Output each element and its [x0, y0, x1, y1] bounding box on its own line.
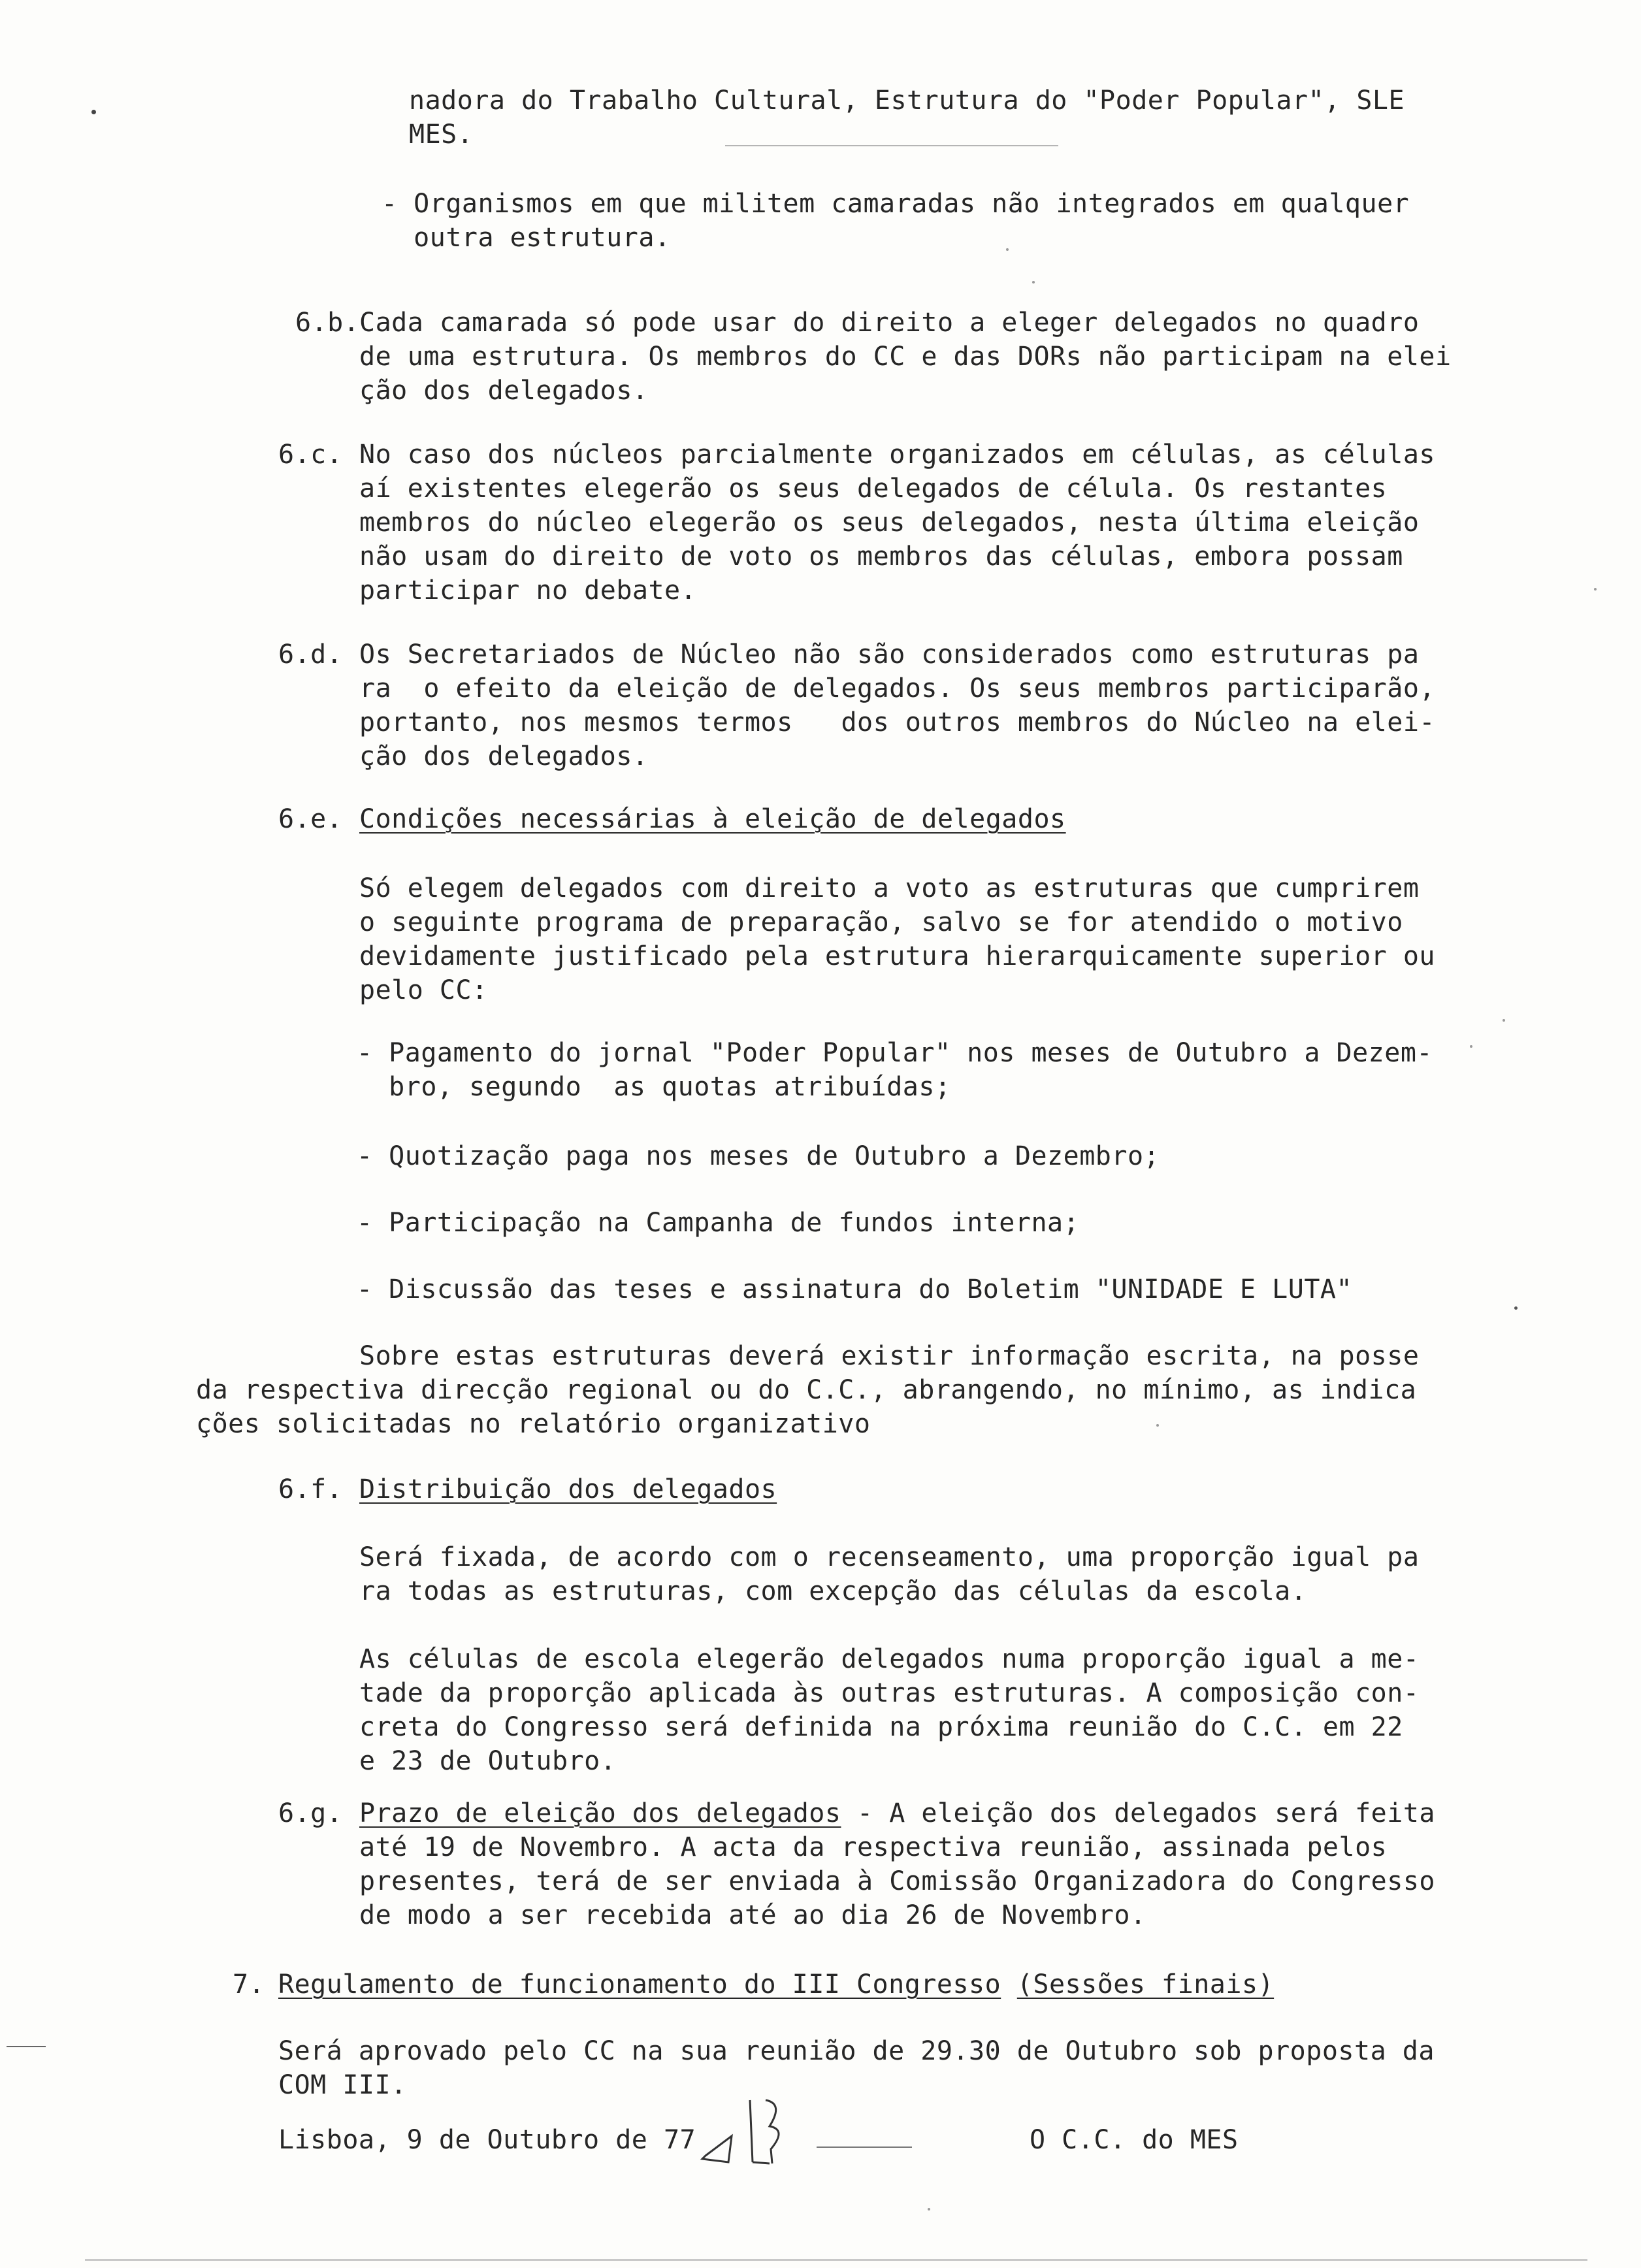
scan-speck	[1032, 281, 1035, 284]
text-line: da respectiva direcção regional ou do C.C., abrangendo, no mínimo, as indica	[196, 1375, 1417, 1405]
section-6f-heading-wrap	[359, 1472, 777, 1506]
text-line: presentes, terá de ser enviada à Comissão Organizadora do Congresso	[359, 1866, 1435, 1896]
text-line: de modo a ser recebida até ao dia 26 de Novembro.	[359, 1900, 1146, 1930]
text-line: outra estrutura.	[382, 223, 671, 253]
text-line: ção dos delegados.	[359, 741, 649, 771]
scan-speck	[1503, 1019, 1505, 1022]
footer-place-date: Lisboa, 9 de Outubro de 77	[278, 2125, 696, 2155]
scan-artifact-line	[725, 145, 1058, 146]
text-line: COM III.	[278, 2070, 407, 2100]
text-line: nadora do Trabalho Cultural, Estrutura do "Poder Popular", SLE	[409, 86, 1405, 116]
section-7-heading-suffix: (Sessões finais)	[1016, 1969, 1275, 2000]
text-line: - Participação na Campanha de fundos interna;	[357, 1208, 1080, 1238]
list-item	[357, 1036, 1433, 1104]
section-number-6f: 6.f.	[278, 1474, 343, 1504]
text-line: - Discussão das teses e assinatura do Boletim "UNIDADE E LUTA"	[357, 1274, 1353, 1304]
section-number-6g: 6.g.	[278, 1798, 343, 1828]
section-6e-heading-wrap	[359, 802, 1066, 836]
text-line: tade da proporção aplicada às outras estruturas. A composição con-	[359, 1678, 1420, 1708]
text-line: devidamente justificado pela estrutura hierarquicamente superior ou	[359, 941, 1435, 971]
list-item	[357, 1272, 1352, 1306]
text-line: bro, segundo as quotas atribuídas;	[357, 1072, 951, 1102]
text-line: Só elegem delegados com direito a voto as estruturas que cumprirem	[359, 873, 1420, 903]
text-line: - Organismos em que militem camaradas não integrados em qualquer	[382, 189, 1410, 219]
text-line: ra todas as estruturas, com excepção das células da escola.	[359, 1576, 1307, 1606]
scan-speck	[1156, 1424, 1159, 1427]
text-line: - Quotização paga nos meses de Outubro a Dezembro;	[357, 1141, 1160, 1171]
bullet-organismos	[382, 187, 1409, 255]
list-item	[357, 1206, 1079, 1240]
scan-speck	[1514, 1306, 1518, 1310]
continuation-text	[409, 84, 1405, 152]
section-number-6d: 6.d.	[278, 640, 343, 670]
text-line: o seguinte programa de preparação, salvo se for atendido o motivo	[359, 907, 1403, 937]
footer-place-date-wrap	[278, 2123, 696, 2157]
scan-speck	[928, 2208, 930, 2211]
text-line: - Pagamento do jornal "Poder Popular" nos meses de Outubro a Dezem-	[357, 1038, 1433, 1068]
text-line	[359, 1796, 1435, 1830]
section-6g-first-line-rest: - A eleição dos delegados será feita	[841, 1798, 1436, 1828]
section-7-heading-wrap	[278, 1968, 1274, 2001]
section-7-heading: Regulamento de funcionamento do III Congresso	[278, 1969, 1001, 2000]
text-line: Sobre estas estruturas deverá existir informação escrita, na posse	[359, 1341, 1420, 1371]
section-6e-paragraph	[359, 871, 1435, 1007]
text-line: de uma estrutura. Os membros do CC e das DORs não participam na elei	[359, 342, 1452, 372]
text-line: portanto, nos mesmos termos dos outros membros do Núcleo na elei-	[359, 707, 1435, 737]
section-6b-text	[359, 306, 1452, 408]
section-7-text	[278, 2034, 1435, 2102]
text-line: e 23 de Outubro.	[359, 1746, 617, 1776]
text-line: ra o efeito da eleição de delegados. Os seus membros participarão,	[359, 673, 1435, 704]
text-line: membros do núcleo elegerão os seus delegados, nesta última eleição	[359, 508, 1420, 538]
section-6e-note	[196, 1339, 1419, 1441]
section-number-6b: 6.b.	[295, 308, 360, 338]
section-6f-paragraph-1	[359, 1540, 1419, 1608]
scan-bottom-edge	[85, 2259, 1587, 2261]
scan-speck	[1470, 1045, 1472, 1048]
text-line: Cada camarada só pode usar do direito a eleger delegados no quadro	[359, 308, 1420, 338]
text-line: até 19 de Novembro. A acta da respectiva reunião, assinada pelos	[359, 1832, 1388, 1862]
text-line	[278, 1968, 1274, 2001]
section-number-7: 7.	[233, 1969, 265, 2000]
signature-line	[817, 2146, 912, 2148]
text-line: pelo CC:	[359, 975, 488, 1005]
scan-speck	[91, 110, 96, 114]
text-line: aí existentes elegerão os seus delegados de célula. Os restantes	[359, 474, 1388, 504]
section-number-6c: 6.c.	[278, 440, 343, 470]
footer-signatory: O C.C. do MES	[1030, 2125, 1239, 2155]
text-line: creta do Congresso será definida na próxima reunião do C.C. em 22	[359, 1712, 1403, 1742]
section-6d-text	[359, 638, 1435, 773]
section-6f-heading: Distribuição dos delegados	[359, 1474, 777, 1504]
scan-speck	[1594, 588, 1597, 591]
text-line: Será fixada, de acordo com o recenseamento, uma proporção igual pa	[359, 1542, 1420, 1572]
text-line: ções solicitadas no relatório organizativo	[196, 1409, 871, 1439]
text-line: ção dos delegados.	[359, 376, 649, 406]
section-6g-text	[359, 1796, 1435, 1932]
section-6c-text	[359, 438, 1435, 608]
handwritten-signature	[692, 2090, 804, 2169]
text-line: Será aprovado pelo CC na sua reunião de 29.30 de Outubro sob proposta da	[278, 2036, 1435, 2066]
section-6f-paragraph-2	[359, 1642, 1419, 1778]
section-6e-heading: Condições necessárias à eleição de delegados	[359, 804, 1066, 834]
text-line: Os Secretariados de Núcleo não são considerados como estruturas pa	[359, 640, 1420, 670]
text-line: participar no debate.	[359, 575, 697, 606]
section-6g-heading: Prazo de eleição dos delegados	[359, 1798, 841, 1828]
text-line: As células de escola elegerão delegados numa proporção igual a me-	[359, 1644, 1420, 1674]
text-line: No caso dos núcleos parcialmente organizados em células, as células	[359, 440, 1435, 470]
text-line: não usam do direito de voto os membros das células, embora possam	[359, 542, 1403, 572]
scan-speck	[1006, 248, 1009, 251]
section-number-6e: 6.e.	[278, 804, 343, 834]
scan-artifact-line	[7, 2046, 46, 2047]
list-item	[357, 1139, 1160, 1173]
footer-signatory-wrap	[1030, 2123, 1239, 2157]
text-line: MES.	[409, 120, 474, 150]
